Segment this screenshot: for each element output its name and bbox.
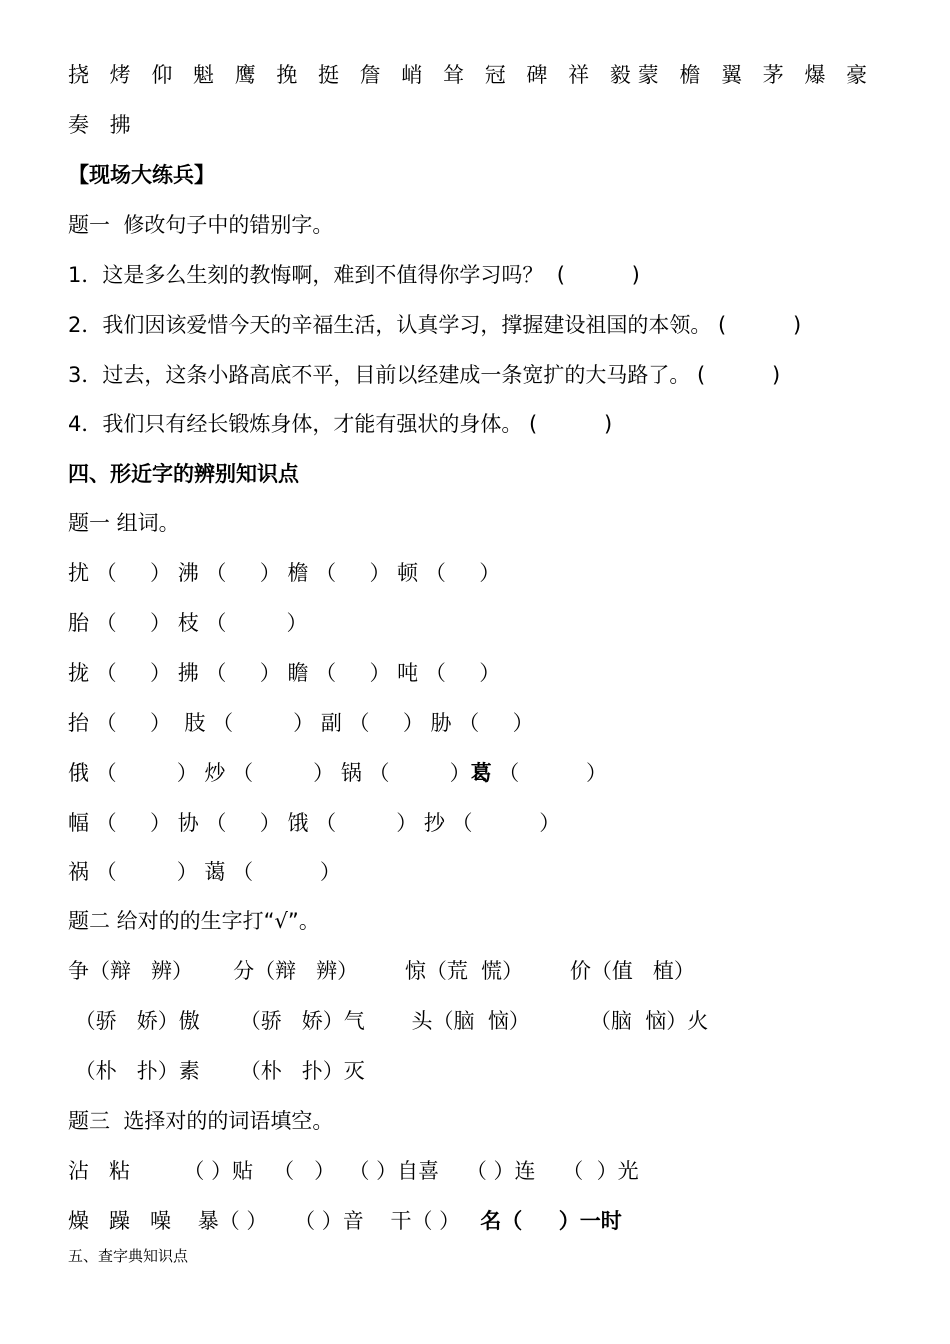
section-5-heading: 五、查字典知识点 (68, 1247, 189, 1265)
question-2-row-2: （骄 娇）傲 （骄 娇）气 头（脑 恼） （脑 恼）火 (68, 1009, 709, 1033)
question-3-row-1: 沾 粘 （ ）贴 （ ） （ ）自喜 （ ）连 （ ）光 (68, 1159, 639, 1183)
bold-character: 葛 (470, 761, 492, 785)
question-1-item-4: 4．我们只有经长锻炼身体，才能有强状的身体。 ( ) (68, 412, 613, 436)
question-1-title: 题一 修改句子中的错别字。 (68, 213, 334, 237)
row-5-tail: （ ） (491, 761, 608, 785)
question-3-row-2 (68, 1207, 622, 1235)
word-group-row-6: 幅 （ ） 协 （ ） 饿 （ ） 抄 （ ） (68, 811, 561, 835)
word-group-row-1: 扰 （ ） 沸 （ ） 檐 （ ） 顿 （ ） (68, 561, 501, 585)
row-5-text: 俄 （ ） 炒 （ ） 锅 （ ） (68, 761, 471, 785)
word-group-row-7: 祸 （ ） 蔼 （ ） (68, 860, 341, 884)
word-group-title: 题一 组词。 (68, 511, 180, 535)
word-group-row-4: 抬 （ ） 肢 （ ） 副 （ ） 胁 （ ） (68, 711, 534, 735)
question-1-item-1: 1．这是多么生刻的教悔啊，难到不值得你学习吗？ ( ) (68, 263, 640, 287)
section-4-heading: 四、形近字的辨别知识点 (68, 462, 299, 486)
word-group-row-3: 拢 （ ） 拂 （ ） 瞻 （ ） 吨 （ ） (68, 661, 501, 685)
question-1-item-3: 3．过去，这条小路高底不平，目前以经建成一条宽扩的大马路了。 ( ) (68, 363, 781, 387)
question-2-title: 题二 给对的的生字打“√”。 (68, 909, 320, 933)
word-group-row-5 (68, 759, 607, 787)
question-2-row-3: （朴 扑）素 （朴 扑）灭 (68, 1059, 365, 1083)
characters-row-1: 挠 烤 仰 魁 鹰 挽 挺 詹 峭 耸 冠 碑 祥 毅蒙 檐 翼 茅 爆 豪 (68, 63, 875, 87)
word-group-row-2: 胎 （ ） 枝 （ ） (68, 611, 308, 635)
question-3-title: 题三 选择对的的词语填空。 (68, 1109, 334, 1133)
practice-heading: 【现场大练兵】 (68, 163, 215, 187)
question-1-item-2: 2．我们因该爱惜今天的辛福生活，认真学习，撑握建设祖国的本领。 ( ) (68, 313, 802, 337)
question-2-row-1: 争（辩 辨） 分（辩 辨） 惊（荒 慌） 价（值 植） (68, 959, 695, 983)
characters-row-2: 奏 拂 (68, 113, 138, 137)
row-2-plain: 燥 躁 噪 暴（ ） （ ）音 干（ ） (68, 1209, 481, 1233)
row-2-bold: 名（ ）一时 (480, 1209, 622, 1233)
